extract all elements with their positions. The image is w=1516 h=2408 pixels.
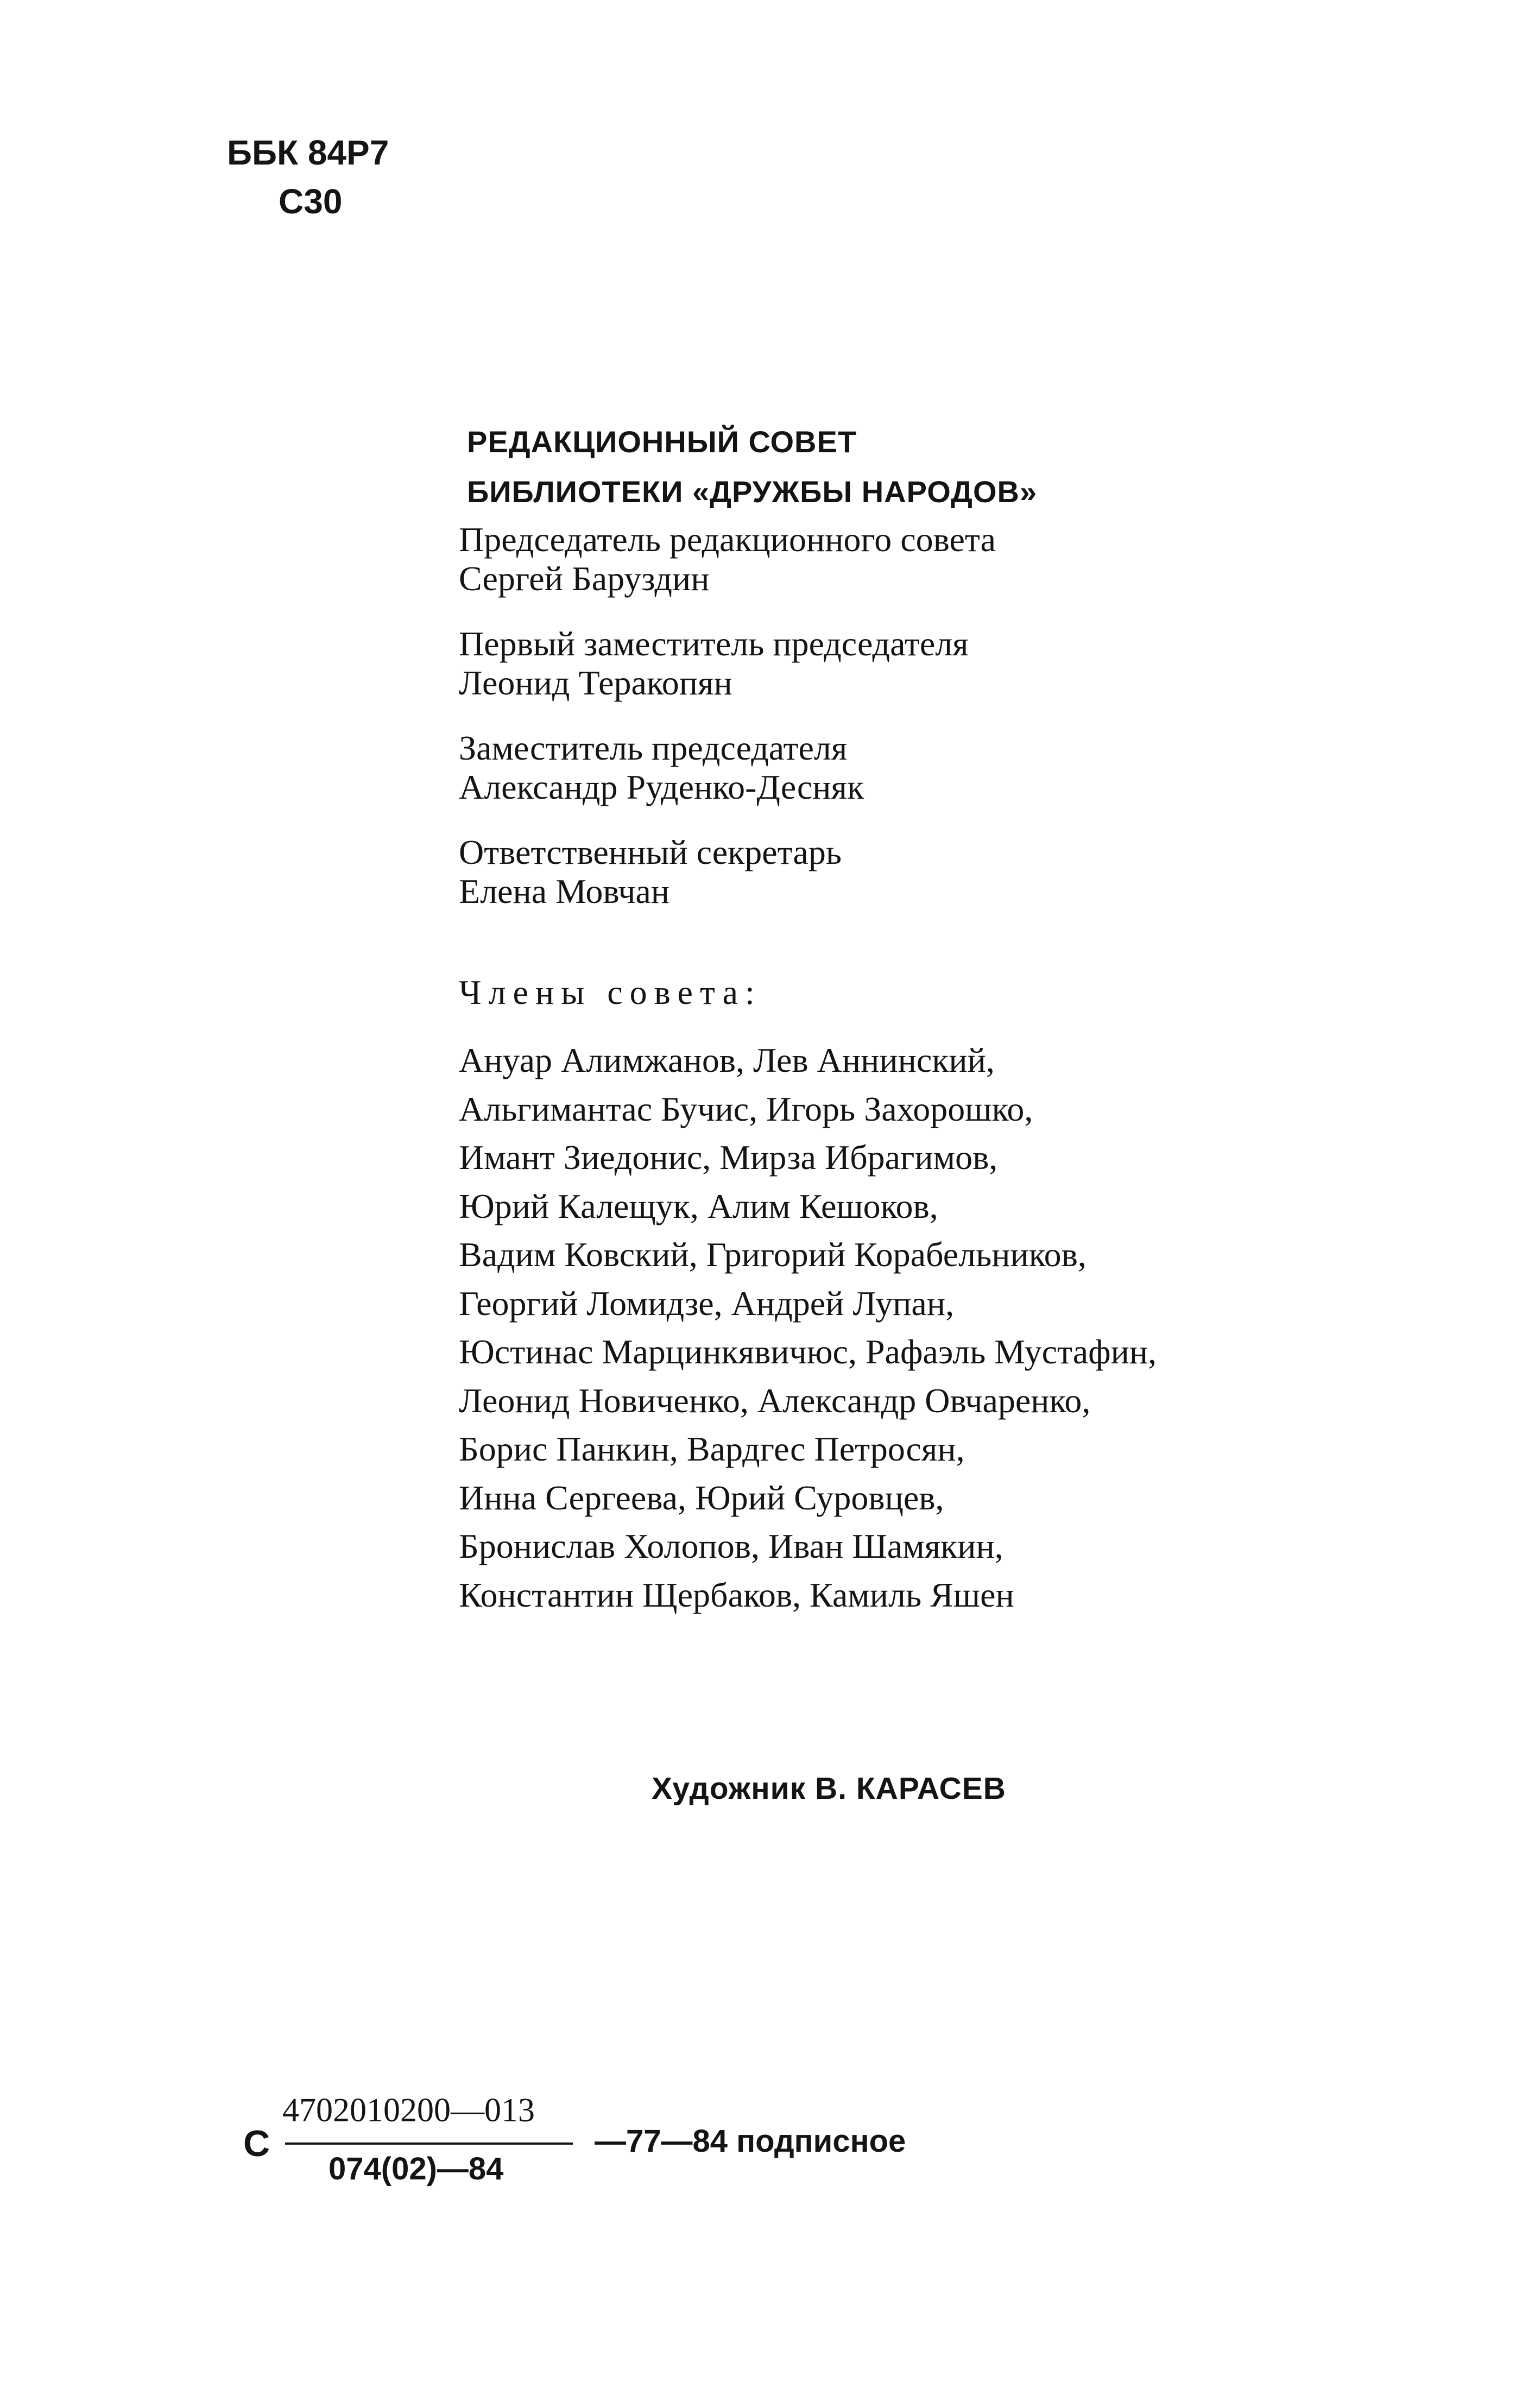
role-name: Сергей Баруздин: [459, 559, 710, 598]
role-title: Ответственный секретарь: [459, 833, 842, 871]
members-title: Члены совета:: [459, 973, 762, 1012]
members-line: Георгий Ломидзе, Андрей Лупан,: [459, 1284, 955, 1323]
role-secretary: [459, 833, 996, 911]
role-title: Заместитель председателя: [459, 729, 848, 767]
artist-credit: Художник В. КАРАСЕВ: [652, 1771, 1006, 1806]
council-roles: [459, 520, 996, 937]
council-heading-line-1: РЕДАКЦИОННЫЙ СОВЕТ: [467, 425, 857, 459]
index-denominator: 074(02)—84: [329, 2151, 504, 2186]
index-tail: —77—84 подписное: [595, 2123, 906, 2159]
role-first-deputy: [459, 624, 996, 703]
role-chairman: [459, 520, 996, 598]
members-line: Имант Зиедонис, Мирза Ибрагимов,: [459, 1138, 998, 1177]
members-list: [459, 1036, 1157, 1619]
council-heading: [467, 417, 1037, 517]
bbk-code: ББК 84Р7: [227, 133, 389, 172]
members-line: Борис Панкин, Вардгес Петросян,: [459, 1430, 965, 1468]
members-line: Константин Щербаков, Камиль Яшен: [459, 1575, 1014, 1614]
role-name: Леонид Теракопян: [459, 663, 732, 702]
members-line: Леонид Новиченко, Александр Овчаренко,: [459, 1381, 1091, 1420]
members-line: Инна Сергеева, Юрий Суровцев,: [459, 1478, 944, 1517]
council-heading-line-2: БИБЛИОТЕКИ «ДРУЖБЫ НАРОДОВ»: [467, 475, 1038, 509]
role-title: Председатель редакционного совета: [459, 520, 996, 559]
members-line: Ануар Алимжанов, Лев Аннинский,: [459, 1041, 995, 1079]
index-letter: С: [243, 2123, 270, 2164]
role-title: Первый заместитель председателя: [459, 624, 969, 663]
members-line: Вадим Ковский, Григорий Корабельников,: [459, 1235, 1087, 1274]
index-fraction-bar: [285, 2142, 573, 2145]
role-name: Елена Мовчан: [459, 872, 670, 911]
classification-block: [227, 128, 389, 226]
author-code: С30: [279, 182, 343, 221]
role-name: Александр Руденко-Десняк: [459, 768, 864, 806]
members-line: Юрий Калещук, Алим Кешоков,: [459, 1186, 938, 1225]
members-line: Альгимантас Бучис, Игорь Захорошко,: [459, 1089, 1033, 1128]
index-numerator: 4702010200—013: [282, 2092, 535, 2129]
members-line: Юстинас Марцинкявичюс, Рафаэль Мустафин,: [459, 1332, 1157, 1371]
role-deputy: [459, 729, 996, 807]
members-line: Бронислав Холопов, Иван Шамякин,: [459, 1527, 1003, 1565]
